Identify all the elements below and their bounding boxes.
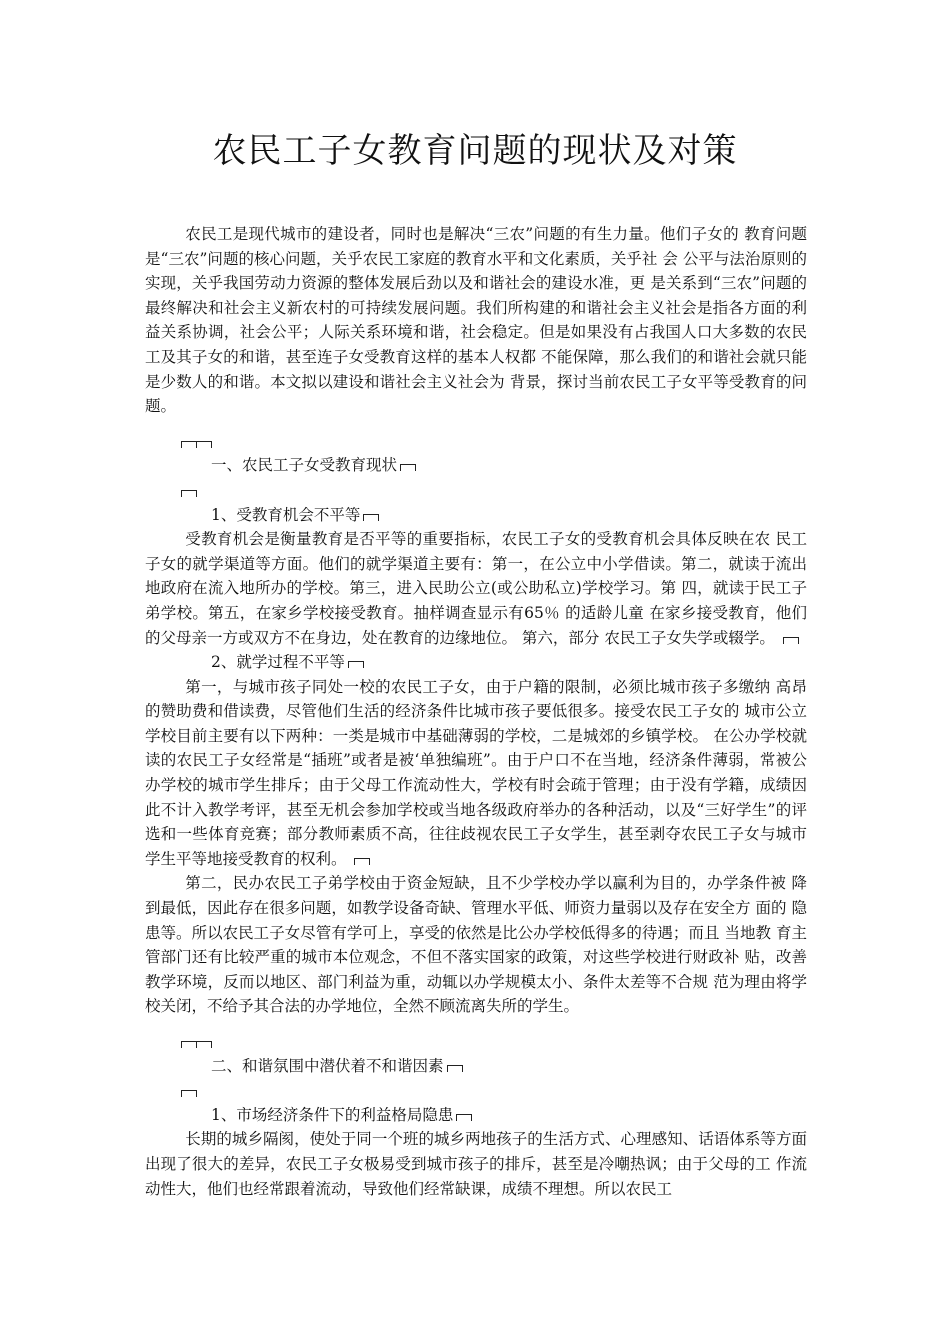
paragraph-mark-icon bbox=[348, 661, 364, 668]
section-heading-1-text: 一、农民工子女受教育现状 bbox=[211, 456, 398, 475]
paragraph-mark-line bbox=[145, 429, 807, 454]
paragraph-mark-icon bbox=[181, 441, 197, 448]
subsection-heading-3-text: 1、市场经济条件下的利益格局隐患 bbox=[211, 1105, 454, 1124]
section-heading-1 bbox=[145, 453, 807, 478]
intro-paragraph: 农民工是现代城市的建设者，同时也是解决“三农”问题的有生力量。他们子女的 教育问题是“三农”问题的核心问题，关乎农民工家庭的教育水平和文化素质，关乎社 会 公平与法治原则的实现，关乎我国劳动力资源的整体发展后劲以及和谐社会的建设水准，更 是关系到“三农”问题的最终解决和社会主义新农村的可持续发展问题。我们所构建的和谐社会主义社会是指各方面的利益关系协调，社会公平；人际关系环境和谐，社会稳定。但是如果没有占我国人口大多数的农民工及其子女的和谐，甚至连子女受教育这样的基本人权都 不能保障，那么我们的和谐社会就只能是少数人的和谐。本文拟以建设和谐社会主义社会为 背景，探讨当前农民工子女平等受教育的问题。 bbox=[145, 225, 807, 416]
subsection-heading-3 bbox=[145, 1103, 807, 1128]
paragraph-mark-icon bbox=[181, 490, 197, 497]
paragraph-mark-icon bbox=[456, 1114, 472, 1121]
paragraph-mark-icon bbox=[363, 514, 379, 521]
paragraph-mark-icon bbox=[196, 441, 212, 448]
subsection-2-paragraph-2: 第二，民办农民工子弟学校由于资金短缺，且不少学校办学以赢利为目的，办学条件被 降到最低，因此存在很多问题，如教学设备奇缺、管理水平低、师资力量弱以及存在安全方 面的 隐患等。所以农民工子女尽管有学可上，享受的依然是比公办学校低得多的待遇；而且 当地教 育主管部门还有比较严重的城市本位观念，不但不落实国家的政策，对这些学校进行财政补 贴，改善教学环境，反而以地区、部门利益为重，动辄以办学规模太小、条件太差等不合规 范为理由将学校关闭，不给予其合法的办学地位，全然不顾流离失所的学生。 bbox=[145, 874, 807, 1016]
subsection-1-text: 受教育机会是衡量教育是否平等的重要指标，农民工子女的受教育机会具体反映在农 民工子女的就学渠道等方面。他们的就学渠道主要有：第一，在公立中小学借读。第二，就读于流出地政府在流入地所办的学校。第三，进入民助公立(或公助私立)学校学习。第 四，就读于民工子弟学校。第五，在家乡学校接受教育。抽样调查显示有65％ 的适龄儿童 在家乡接受教育，他们的父母亲一方或双方不在身边，处在教育的边缘地位。 第六，部分 农民工子女失学或辍学。 bbox=[145, 530, 807, 647]
subsection-heading-2-text: 2、就学过程不平等 bbox=[211, 653, 345, 672]
paragraph-mark-icon bbox=[196, 1041, 212, 1048]
subsection-1-paragraph bbox=[145, 527, 807, 650]
paragraph-mark-line bbox=[145, 1029, 807, 1054]
paragraph-mark-icon bbox=[447, 1065, 463, 1072]
subsection-heading-1-text: 1、受教育机会不平等 bbox=[211, 505, 361, 524]
paragraph-mark-icon bbox=[783, 637, 799, 644]
document-body bbox=[145, 222, 807, 1201]
subsection-2-paragraph-1 bbox=[145, 675, 807, 872]
paragraph-mark-icon bbox=[400, 464, 416, 471]
subsection-2-text-1: 第一，与城市孩子同处一校的农民工子女，由于户籍的限制，必须比城市孩子多缴纳 高昂的赞助费和借读费，尽管他们生活的经济条件比城市孩子要低很多。接受农民工子女的 城市公立学校目前主要有以下两种：一类是城市中基础薄弱的学校，二是城郊的乡镇学校。 在公办学校就读的农民工子女经常是“插班”或者是被‘单独编班”。由于户口不在当地，经济条件薄弱，常被公办学校的城市学生排斥；由于父母工作流动性大，学校有时会疏于管理；由于没有学籍，成绩因此不计入教学考评，甚至无机会参加学校或当地各级政府举办的各种活动，以及“三好学生”的评选和一些体育竞赛；部分教师素质不高，往往歧视农民工子女学生，甚至剥夺农民工子女与城市学生平等地接受教育的权利。 bbox=[145, 677, 807, 868]
section-heading-2 bbox=[145, 1054, 807, 1079]
subsection-heading-1 bbox=[145, 503, 807, 528]
paragraph-mark-line bbox=[145, 1078, 807, 1103]
paragraph-mark-icon bbox=[354, 858, 370, 865]
paragraph-mark-line bbox=[145, 478, 807, 503]
section-heading-2-text: 二、和谐氛围中潜伏着不和谐因素 bbox=[211, 1056, 444, 1075]
paragraph-mark-icon bbox=[181, 1090, 197, 1097]
subsection-heading-2 bbox=[145, 650, 807, 675]
document-title: 农民工子女教育问题的现状及对策 bbox=[212, 131, 738, 171]
subsection-3-paragraph: 长期的城乡隔阂，使处于同一个班的城乡两地孩子的生活方式、心理感知、话语体系等方面 出现了很大的差异，农民工子女极易受到城市孩子的排斥，甚至是冷嘲热讽；由于父母的工 作流动性大，他们也经常跟着流动，导致他们经常缺课，成绩不理想。所以农民工 bbox=[145, 1130, 807, 1198]
paragraph-mark-icon bbox=[181, 1041, 197, 1048]
